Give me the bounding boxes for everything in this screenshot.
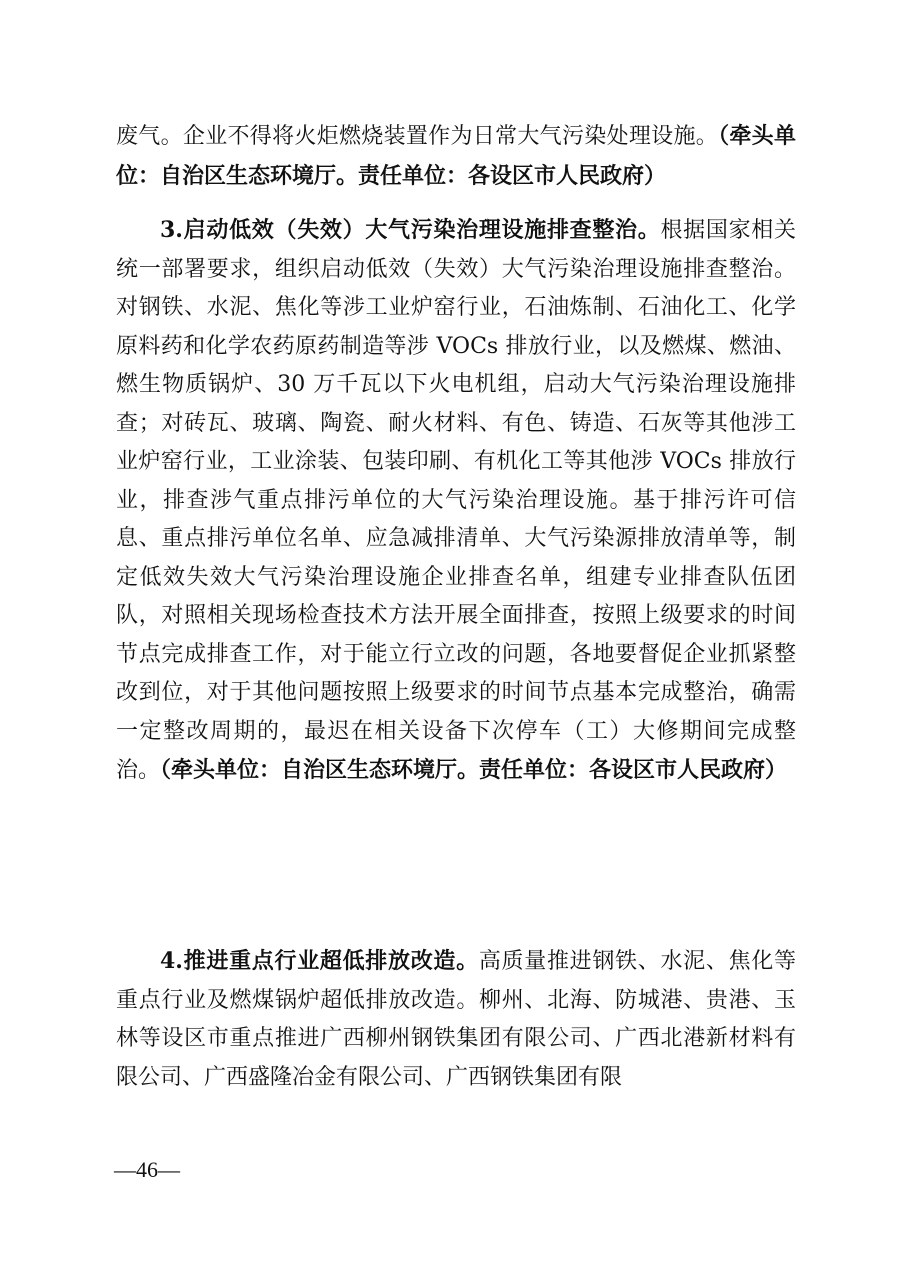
section-3-heading: 3.启动低效（失效）大气污染治理设施排查整治。 (160, 217, 661, 243)
paragraph-1 (116, 117, 796, 196)
paragraph-3 (116, 942, 796, 1097)
page-number: —46— (114, 1157, 180, 1182)
paragraph-1-text: 废气。企业不得将火炬燃烧装置作为日常大气污染处理设施。 (116, 124, 719, 149)
section-4-body: 高质量推进钢铁、水泥、焦化等重点行业及燃煤锅炉超低排放改造。柳州、北海、防城港、贵港、玉林等设区市重点推进广西柳州钢铁集团有限公司、广西北港新材料有限公司、广西盛隆冶金有限公司、广西钢铁集团有限 (116, 949, 796, 1090)
paragraph-1-responsibility-note: （牵头单位：自治区生态环境厅。责任单位：各设区市人民政府） (116, 123, 796, 189)
section-4-heading: 4.推进重点行业超低排放改造。 (160, 948, 479, 974)
section-3-responsibility-note: （牵头单位：自治区生态环境厅。责任单位：各设区市人民政府） (160, 757, 788, 783)
paragraph-2 (116, 211, 796, 791)
section-3-body: 根据国家相关统一部署要求，组织启动低效（失效）大气污染治理设施排查整治。对钢铁、水泥、焦化等涉工业炉窑行业，石油炼制、石油化工、化学原料药和化学农药原药制造等涉 VOCs 排放行业，以及燃煤、燃油、燃生物质锅炉、30 万千瓦以下火电机组，启动大气污染治理设施排查；对砖瓦、玻璃、陶瓷、耐火材料、有色、铸造、石灰等其他涉工业炉窑行业，工业涂装、包装印刷、有机化工等其他涉 VOCs 排放行业，排查涉气重点排污单位的大气污染治理设施。基于排污许可信息、重点排污单位名单、应急减排清单、大气污染源排放清单等，制定低效失效大气污染治理设施企业排查名单，组建专业排查队伍团队，对照相关现场检查技术方法开展全面排查，按照上级要求的时间节点完成排查工作，对于能立行立改的问题，各地要督促企业抓紧整改到位，对于其他问题按照上级要求的时间节点基本完成整治，确需一定整改周期的，最迟在相关设备下次停车（工）大修期间完成整治。 (116, 218, 796, 783)
